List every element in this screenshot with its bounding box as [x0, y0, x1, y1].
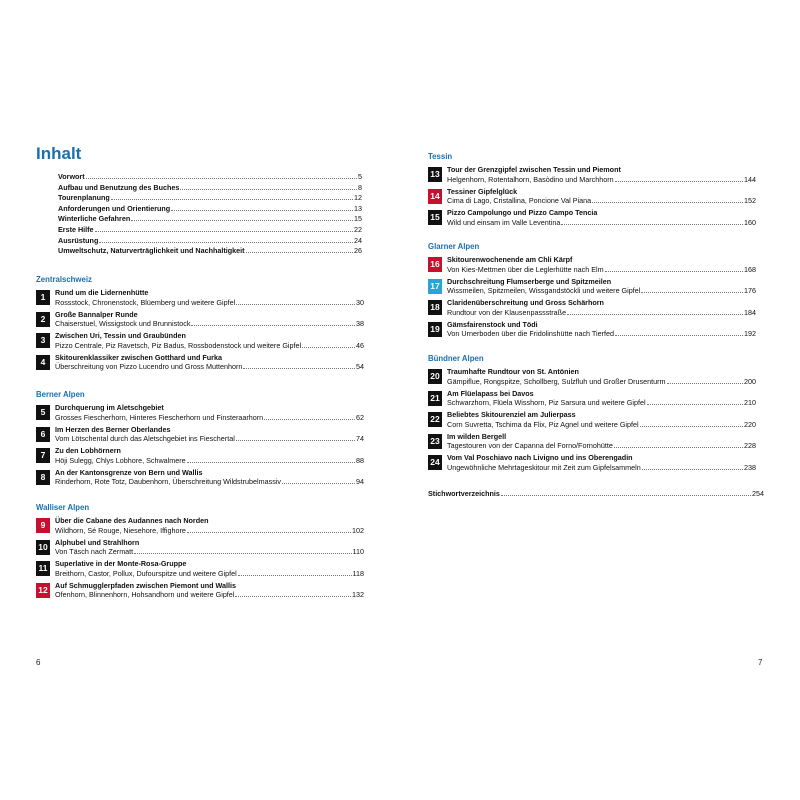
- dot-leader: [236, 304, 355, 305]
- tour-number-badge: 10: [36, 540, 50, 555]
- tour-page: 200: [744, 376, 756, 386]
- tour-number-badge: 17: [428, 279, 442, 294]
- tour-page: 132: [352, 590, 364, 599]
- tour-entry[interactable]: [428, 368, 756, 390]
- tour-page: 94: [356, 477, 364, 486]
- tour-entry[interactable]: [428, 321, 756, 343]
- dot-leader: [86, 178, 357, 179]
- page-number-right: 7: [758, 658, 763, 667]
- dot-leader: [605, 271, 743, 272]
- dot-leader: [282, 483, 355, 484]
- entry-page: 24: [354, 235, 362, 245]
- tour-page: 238: [744, 462, 756, 472]
- tour-number-badge: 2: [36, 312, 50, 327]
- tour-entry[interactable]: [36, 517, 364, 539]
- tour-entry[interactable]: [36, 469, 364, 491]
- entry-page: 26: [354, 246, 362, 256]
- section-buendner-alpen: [428, 354, 756, 476]
- tour-page: 160: [744, 217, 756, 227]
- entry-page: 15: [354, 214, 362, 224]
- dot-leader: [246, 252, 353, 253]
- entry-page: 254: [752, 489, 764, 498]
- entry-title: Winterliche Gefahren: [58, 214, 131, 224]
- tour-page: 74: [356, 434, 364, 443]
- entry-page: 22: [354, 224, 362, 234]
- dot-leader: [187, 532, 351, 533]
- dot-leader: [131, 220, 353, 221]
- tour-entry[interactable]: [36, 311, 364, 333]
- tour-subtitle: Pizzo Centrale, Piz Ravetsch, Piz Badus, Rossbodenstock und weitere Gipfel: [55, 340, 302, 350]
- tour-number-badge: 20: [428, 369, 442, 384]
- tour-subtitle: Ofenhorn, Blinnenhorn, Hohsandhorn und weitere Gipfel: [55, 590, 235, 599]
- tour-title: Gämsfairenstock und Tödi: [447, 319, 538, 329]
- tour-title: Traumhafte Rundtour von St. Antönien: [447, 367, 579, 376]
- front-matter-item[interactable]: [58, 214, 362, 225]
- dot-leader: [238, 575, 352, 576]
- dot-leader: [180, 189, 357, 190]
- tour-subtitle: Rundtour von der Klausenpassstraße: [447, 307, 567, 317]
- front-matter-item[interactable]: [58, 172, 362, 183]
- tour-subtitle: Höji Sulegg, Chlys Lobhore, Schwalmere: [55, 455, 186, 465]
- section-title: Bündner Alpen: [428, 354, 484, 363]
- tour-subtitle: Cima di Lago, Cristallina, Poncione Val Piana: [447, 196, 592, 205]
- dot-leader: [236, 440, 355, 441]
- tour-page: 46: [356, 340, 364, 350]
- tour-entry[interactable]: [428, 299, 756, 321]
- tour-subtitle: Von Urnerboden über die Fridolinshütte nach Tierfed: [447, 329, 615, 338]
- tour-title: Claridenüberschreitung und Gross Schärhorn: [447, 298, 604, 307]
- tour-number-badge: 4: [36, 355, 50, 370]
- tour-page: 62: [356, 412, 364, 422]
- tour-title: Auf Schmugglerpfaden zwischen Piemont und Wallis: [55, 580, 237, 590]
- tour-entry[interactable]: [36, 332, 364, 354]
- front-matter-item[interactable]: [58, 225, 362, 236]
- dot-leader: [171, 210, 353, 211]
- dot-leader: [302, 347, 355, 348]
- dot-leader: [615, 335, 743, 336]
- tour-title: Große Bannalper Runde: [55, 309, 138, 319]
- entry-title: Vorwort: [58, 172, 85, 181]
- tour-title: Tour der Grenzgipfel zwischen Tessin und Piemont: [447, 165, 621, 174]
- tour-title: Durchquerung im Aletschgebiet: [55, 403, 164, 412]
- tour-subtitle: Wissmeilen, Spitzmeilen, Wissgandstöckli und weitere Gipfel: [447, 286, 641, 295]
- dot-leader: [642, 469, 743, 470]
- tour-number-badge: 21: [428, 391, 442, 406]
- front-matter-list: [58, 172, 362, 257]
- tour-entry[interactable]: [36, 404, 364, 426]
- tour-title: Skitourenwochenende am Chli Kärpf: [447, 255, 573, 264]
- tour-number-badge: 14: [428, 189, 442, 204]
- dot-leader: [99, 242, 353, 243]
- tour-page: 192: [744, 329, 756, 338]
- tour-title: An der Kantonsgrenze von Bern und Wallis: [55, 467, 203, 477]
- tour-subtitle: Gämpiflue, Rongspitze, Schollberg, Sulzfluh und Großer Drusenturm: [447, 376, 666, 386]
- tour-title: Im wilden Bergell: [447, 431, 507, 441]
- tour-subtitle: Grosses Fiescherhorn, Hinteres Fiescherhorn und Finsteraarhorn: [55, 412, 264, 422]
- entry-page: 8: [358, 182, 362, 192]
- tour-entry[interactable]: [428, 433, 756, 455]
- tour-entry[interactable]: [36, 426, 364, 448]
- tour-page: 110: [352, 547, 364, 556]
- tour-number-badge: 24: [428, 455, 442, 470]
- tour-title: Pizzo Campolungo und Pizzo Campo Tencia: [447, 208, 598, 217]
- tour-title: Am Flüelapass bei Davos: [447, 388, 534, 398]
- tour-number-badge: 15: [428, 210, 442, 225]
- tour-title: Rund um die Lidernenhütte: [55, 288, 149, 297]
- front-matter-item[interactable]: [58, 193, 362, 204]
- section-glarner-alpen: [428, 242, 756, 342]
- entry-title: Anforderungen und Orientierung: [58, 203, 171, 213]
- tour-entry[interactable]: [428, 166, 756, 188]
- dot-leader: [191, 325, 355, 326]
- tour-subtitle: Von Täsch nach Zermatt: [55, 547, 134, 556]
- tour-subtitle: Wild und einsam im Valle Leventina: [447, 217, 561, 227]
- tour-entry[interactable]: [36, 289, 364, 311]
- section-title: Walliser Alpen: [36, 503, 90, 512]
- tour-page: 176: [744, 286, 756, 295]
- section-tessin: [428, 152, 756, 231]
- tour-number-badge: 8: [36, 470, 50, 485]
- tour-number-badge: 9: [36, 518, 50, 533]
- tour-subtitle: Schwarzhorn, Flüela Wisshorn, Piz Sarsura und weitere Gipfel: [447, 398, 646, 407]
- section-berner-alpen: [36, 390, 364, 490]
- dot-leader: [640, 426, 743, 427]
- tour-subtitle: Chaiserstuel, Wissigstock und Brunnistock: [55, 319, 191, 328]
- tour-subtitle: Rossstock, Chronenstock, Blüemberg und weitere Gipfel: [55, 297, 236, 307]
- dot-leader: [264, 419, 355, 420]
- tour-subtitle: Vom Lötschental durch das Aletschgebiet ins Fieschertal: [55, 434, 235, 443]
- tour-page: 152: [744, 196, 756, 205]
- tour-entry[interactable]: [428, 278, 756, 300]
- dot-leader: [647, 404, 743, 405]
- tour-entry[interactable]: [36, 582, 364, 604]
- dot-leader: [235, 596, 351, 597]
- tour-title: Skitourenklassiker zwischen Gotthard und Furka: [55, 352, 222, 362]
- section-title: Glarner Alpen: [428, 242, 480, 251]
- tour-page: 210: [744, 398, 756, 407]
- tour-number-badge: 1: [36, 290, 50, 305]
- tour-page: 184: [744, 307, 756, 317]
- dot-leader: [561, 224, 743, 225]
- tour-subtitle: Breithorn, Castor, Pollux, Dufourspitze und weitere Gipfel: [55, 568, 237, 578]
- tour-title: Zwischen Uri, Tessin und Graubünden: [55, 331, 186, 340]
- entry-title: Aufbau und Benutzung des Buches: [58, 182, 180, 192]
- tour-entry[interactable]: [428, 411, 756, 433]
- tour-number-badge: 13: [428, 167, 442, 182]
- dot-leader: [134, 553, 351, 554]
- tour-number-badge: 22: [428, 412, 442, 427]
- tour-entry[interactable]: [36, 447, 364, 469]
- tour-subtitle: Wildhorn, Sé Rouge, Niesehore, Iffighore: [55, 525, 186, 535]
- tour-number-badge: 23: [428, 434, 442, 449]
- tour-entry[interactable]: [428, 454, 756, 476]
- tour-title: Über die Cabane des Audannes nach Norden: [55, 516, 209, 525]
- dot-leader: [187, 462, 355, 463]
- page-number-left: 6: [36, 658, 41, 667]
- tour-number-badge: 12: [36, 583, 50, 598]
- section-title: Tessin: [428, 152, 453, 161]
- tour-entry[interactable]: [428, 256, 756, 278]
- tour-number-badge: 18: [428, 300, 442, 315]
- tour-page: 144: [744, 174, 756, 184]
- dot-leader: [667, 383, 743, 384]
- dot-leader: [641, 292, 743, 293]
- tour-page: 38: [356, 319, 364, 328]
- entry-page: 13: [354, 203, 362, 213]
- tour-title: Durchschreitung Flumserberge und Spitzmeilen: [447, 276, 612, 286]
- section-title: Zentralschweiz: [36, 275, 92, 284]
- tour-page: 30: [356, 297, 364, 307]
- front-matter-item[interactable]: [58, 246, 362, 257]
- entry-page: 12: [354, 193, 362, 203]
- entry-title: Umweltschutz, Naturverträglichkeit und Nachhaltigkeit: [58, 246, 245, 256]
- tour-subtitle: Ungewöhnliche Mehrtageskitour mit Zeit zum Gipfelsammeln: [447, 462, 641, 472]
- tour-number-badge: 16: [428, 257, 442, 272]
- tour-number-badge: 6: [36, 427, 50, 442]
- tour-page: 220: [744, 419, 756, 429]
- tour-title: Zu den Lobhörnern: [55, 446, 121, 455]
- tour-subtitle: Helgenhorn, Rotentalhorn, Basòdino und Marchhorn: [447, 174, 614, 184]
- tour-subtitle: Corn Suvretta, Tschima da Flix, Piz Agnel und weitere Gipfel: [447, 419, 639, 429]
- section-walliser-alpen: [36, 503, 364, 603]
- tour-number-badge: 5: [36, 405, 50, 420]
- dot-leader: [614, 447, 743, 448]
- tour-entry[interactable]: [428, 209, 756, 231]
- entry-title: Tourenplanung: [58, 193, 110, 203]
- tour-number-badge: 3: [36, 333, 50, 348]
- tour-entry[interactable]: [36, 354, 364, 376]
- dot-leader: [567, 314, 743, 315]
- tour-number-badge: 19: [428, 322, 442, 337]
- front-matter-item[interactable]: [58, 204, 362, 215]
- tour-number-badge: 7: [36, 448, 50, 463]
- front-matter-item[interactable]: [58, 183, 362, 194]
- tour-title: Tessiner Gipfelglück: [447, 186, 518, 196]
- tour-entry[interactable]: [428, 188, 756, 210]
- section-zentralschweiz: [36, 275, 364, 375]
- dot-leader: [592, 202, 743, 203]
- tour-title: Vom Val Poschiavo nach Livigno und ins Oberengadin: [447, 453, 633, 462]
- dot-leader: [111, 199, 353, 200]
- tour-page: 54: [356, 362, 364, 371]
- tour-title: Beliebtes Skitourenziel am Julierpass: [447, 410, 576, 419]
- section-title: Berner Alpen: [36, 390, 85, 399]
- tour-title: Alphubel und Strahlhorn: [55, 537, 140, 547]
- tour-entry[interactable]: [428, 390, 756, 412]
- tour-subtitle: Von Kies-Mettmen über die Leglerhütte nach Elm: [447, 264, 604, 274]
- entry-page: 5: [358, 172, 362, 181]
- tour-page: 102: [352, 525, 364, 535]
- tour-title: Im Herzen des Berner Oberlandes: [55, 424, 171, 434]
- right-page: [400, 0, 800, 800]
- dot-leader: [95, 231, 353, 232]
- tour-page: 168: [744, 264, 756, 274]
- entry-title: Stichwortverzeichnis: [428, 489, 500, 498]
- entry-title: Erste Hilfe: [58, 224, 94, 234]
- toc-title: Inhalt: [36, 144, 82, 163]
- tour-subtitle: Überschreitung von Pizzo Lucendro und Gross Muttenhorn: [55, 362, 243, 371]
- dot-leader: [501, 495, 751, 496]
- tour-subtitle: Rinderhorn, Rote Totz, Daubenhorn, Überschreitung Wildstrubelmassiv: [55, 477, 281, 486]
- tour-subtitle: Tagestouren von der Capanna del Forno/Fornohütte: [447, 441, 613, 450]
- dot-leader: [615, 181, 743, 182]
- tour-page: 118: [352, 568, 364, 578]
- dot-leader: [243, 368, 355, 369]
- tour-entry[interactable]: [36, 539, 364, 561]
- tour-entry[interactable]: [36, 560, 364, 582]
- tour-page: 88: [356, 455, 364, 465]
- index-entry[interactable]: [428, 489, 764, 498]
- front-matter-item[interactable]: [58, 236, 362, 247]
- tour-title: Superlative in der Monte-Rosa-Gruppe: [55, 559, 187, 568]
- entry-title: Ausrüstung: [58, 235, 99, 245]
- tour-page: 228: [744, 441, 756, 450]
- tour-number-badge: 11: [36, 561, 50, 576]
